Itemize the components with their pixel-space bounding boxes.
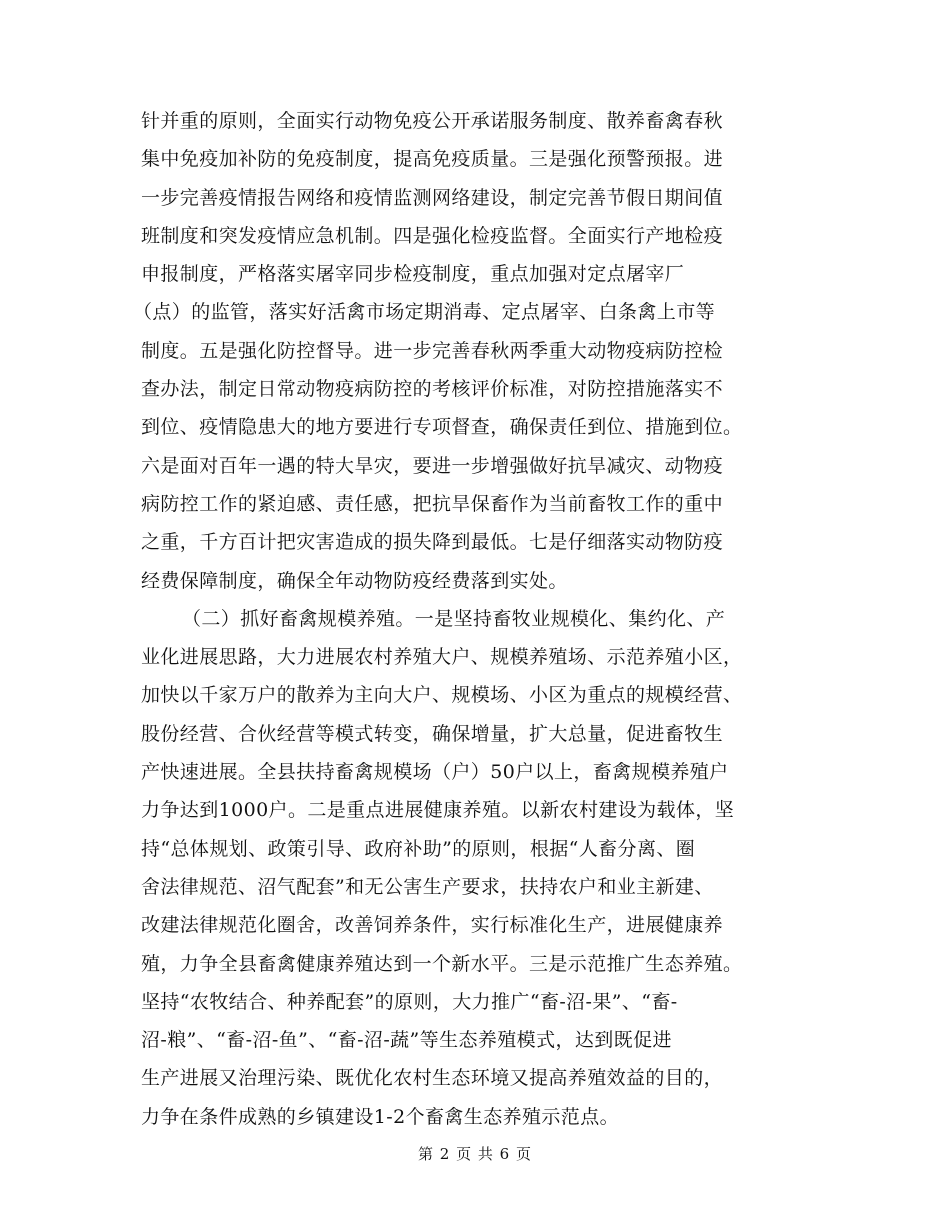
text-line: 力争在条件成熟的乡镇建设1-2个畜禽生态养殖示范点。 <box>141 1105 619 1128</box>
text-line: 产快速进展。全县扶持畜禽规模场（户）50户以上，畜禽规模养殖户 <box>141 761 729 784</box>
text-line: 到位、疫情隐患大的地方要进行专项督查，确保责任到位、措施到位。 <box>141 416 743 439</box>
text-line: 业化进展思路，大力进展农村养殖大户、规模养殖场、示范养殖小区， <box>141 646 743 669</box>
text-line: 舍法律规范、沼气配套”和无公害生产要求，扶持农户和业主新建、 <box>141 875 714 898</box>
text-line: 集中免疫加补防的免疫制度，提高免疫质量。三是强化预警预报。进 <box>141 148 724 171</box>
text-line: 班制度和突发疫情应急机制。四是强化检疫监督。全面实行产地检疫 <box>141 224 724 247</box>
text-line: 申报制度，严格落实屠宰同步检疫制度，重点加强对定点屠宰厂 <box>141 263 685 286</box>
text-line: 坚持“农牧结合、种养配套”的原则，大力推广“畜-沼-果”、“畜- <box>141 990 678 1013</box>
text-line: 经费保障制度，确保全年动物防疫经费落到实处。 <box>141 569 568 592</box>
text-line: 力争达到1000户。二是重点进展健康养殖。以新农村建设为载体，坚 <box>141 799 735 822</box>
text-line: 之重，千方百计把灾害造成的损失降到最低。七是仔细落实动物防疫 <box>141 531 724 554</box>
text-line: 查办法，制定日常动物疫病防控的考核评价标准，对防控措施落实不 <box>141 378 724 401</box>
text-line: 一步完善疫情报告网络和疫情监测网络建设，制定完善节假日期间值 <box>141 186 724 209</box>
text-line: （点）的监管，落实好活禽市场定期消毒、定点屠宰、白条禽上市等 <box>133 301 716 324</box>
paragraph-heading-line: （二）抓好畜禽规模养殖。一是坚持畜牧业规模化、集约化、产 <box>182 607 726 630</box>
text-line: 六是面对百年一遇的特大旱灾，要进一步增强做好抗旱减灾、动物疫 <box>141 454 724 477</box>
text-line: 针并重的原则，全面实行动物免疫公开承诺服务制度、散养畜禽春秋 <box>141 110 724 132</box>
text-line: 病防控工作的紧迫感、责任感，把抗旱保畜作为当前畜牧工作的重中 <box>141 492 724 515</box>
text-line: 持“总体规划、政策引导、政府补助”的原则，根据“人畜分离、圈 <box>141 837 696 860</box>
text-line: 殖，力争全县畜禽健康养殖达到一个新水平。三是示范推广生态养殖。 <box>141 952 743 975</box>
text-line: 股份经营、合伙经营等模式转变，确保增量，扩大总量，促进畜牧生 <box>141 722 724 745</box>
page-number: 第 2 页 共 6 页 <box>418 1145 532 1163</box>
text-line: 加快以千家万户的散养为主向大户、规模场、小区为重点的规模经营、 <box>141 684 743 707</box>
text-line: 制度。五是强化防控督导。进一步完善春秋两季重大动物疫病防控检 <box>141 339 724 362</box>
text-line: 生产进展又治理污染、既优化农村生态环境又提高养殖效益的目的， <box>141 1067 724 1090</box>
text-line: 改建法律规范化圈舍，改善饲养条件，实行标准化生产，进展健康养 <box>141 914 724 937</box>
document-body <box>133 102 811 1136</box>
text-line: 沼-粮”、“畜-沼-鱼”、“畜-沼-蔬”等生态养殖模式，达到既促进 <box>141 1029 672 1052</box>
page-footer <box>0 1143 950 1164</box>
